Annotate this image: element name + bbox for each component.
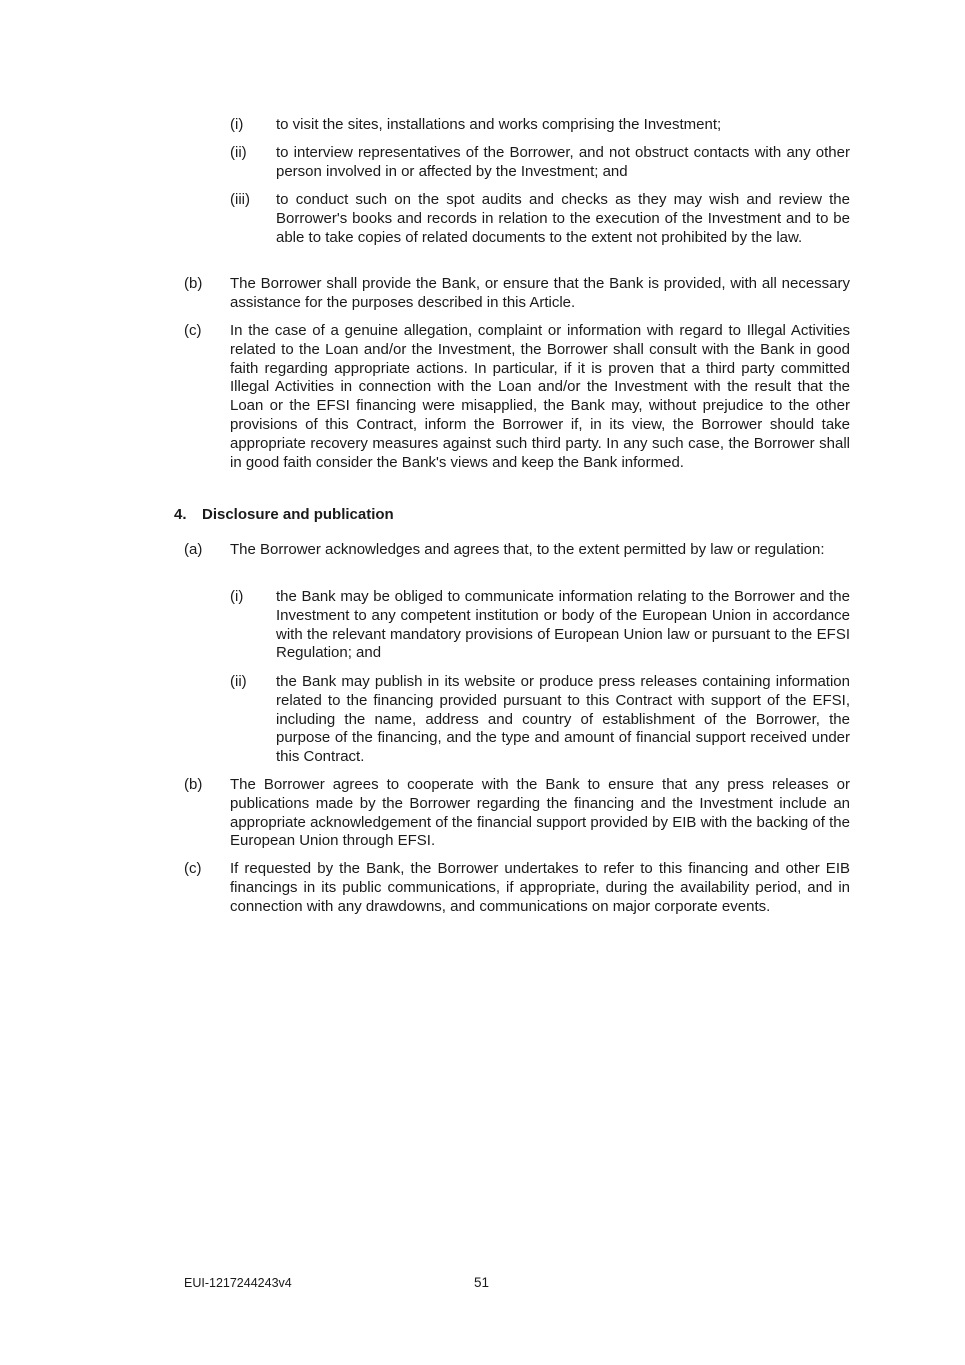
subclause-label: (i) (230, 588, 244, 605)
section-subclause-ii (230, 673, 850, 768)
clause-label: (a) (184, 541, 203, 558)
clause-label: (b) (184, 776, 203, 793)
subclause-text: the Bank may publish in its website or produce press releases containing information related to the financing provided pursuant to this Contract with support of the EFSI, including the name, address and country of establishment of the Borrower, the purpose of the financing, and the type and amount of financial support received under this Contract. (276, 673, 850, 766)
clause-text: The Borrower acknowledges and agrees that, to the extent permitted by law or regulation: (230, 541, 825, 558)
section-number: 4. (174, 506, 187, 523)
subclause-label: (ii) (230, 673, 247, 690)
clause-label: (b) (184, 275, 203, 292)
clause-label: (c) (184, 322, 202, 339)
section-clause-a (184, 541, 850, 579)
clause-b (184, 275, 850, 313)
clause-text: In the case of a genuine allegation, complaint or information with regard to Illegal Activities related to the Loan and/or the Investment, the Borrower shall consult with the Bank in good faith regarding appropriate actions. In particular, if it is proven that a third party committed Illegal Activities in connection with the Loan and/or the Investment with the result that the Loan or the EFSI financing were misapplied, the Bank may, without prejudice to the other provisions of this Contract, inform the Borrower if, in its view, the Borrower should take appropriate recovery measures against such third party. In any such case, the Borrower shall in good faith consider the Bank's views and keep the Bank informed. (230, 322, 850, 471)
section-clause-c (184, 860, 850, 936)
section-clause-b (184, 776, 850, 852)
section-subclause-i (230, 588, 850, 664)
page-number: 51 (474, 1275, 490, 1290)
subclause-i (230, 116, 850, 135)
subclause-text: to visit the sites, installations and works comprising the Investment; (276, 116, 722, 133)
subclause-ii (230, 144, 850, 182)
clause-text: If requested by the Bank, the Borrower undertakes to refer to this financing and other EIB financings in its public communications, if appropriate, during the availability period, and in connection with any drawdowns, and communications on major corporate events. (230, 860, 850, 915)
subclause-label: (iii) (230, 191, 250, 208)
section-title: Disclosure and publication (202, 506, 394, 523)
subclause-text: to conduct such on the spot audits and checks as they may wish and review the Borrower's books and records in relation to the execution of the Investment and to be able to take copies of related documents to the extent not prohibited by the law. (276, 191, 850, 246)
subclause-iii (230, 191, 850, 267)
subclause-text: to interview representatives of the Borrower, and not obstruct contacts with any other person involved in or affected by the Investment; and (276, 144, 850, 180)
subclause-label: (ii) (230, 144, 247, 161)
document-id: EUI-1217244243v4 (184, 1276, 292, 1290)
clause-text: The Borrower agrees to cooperate with the Bank to ensure that any press releases or publications made by the Borrower regarding the financing and the Investment include an appropriate acknowledgement of the financial support provided by EIB with the backing of the European Union through EFSI. (230, 776, 850, 850)
section-heading (174, 506, 394, 525)
clause-text: The Borrower shall provide the Bank, or ensure that the Bank is provided, with all necessary assistance for the purposes described in this Article. (230, 275, 850, 311)
clause-c (184, 322, 850, 492)
clause-label: (c) (184, 860, 202, 877)
subclause-text: the Bank may be obliged to communicate information relating to the Borrower and the Investment to any competent institution or body of the European Union in accordance with the relevant mandatory provisions of European Union law or pursuant to the EFSI Regulation; and (276, 588, 850, 662)
subclause-label: (i) (230, 116, 244, 133)
